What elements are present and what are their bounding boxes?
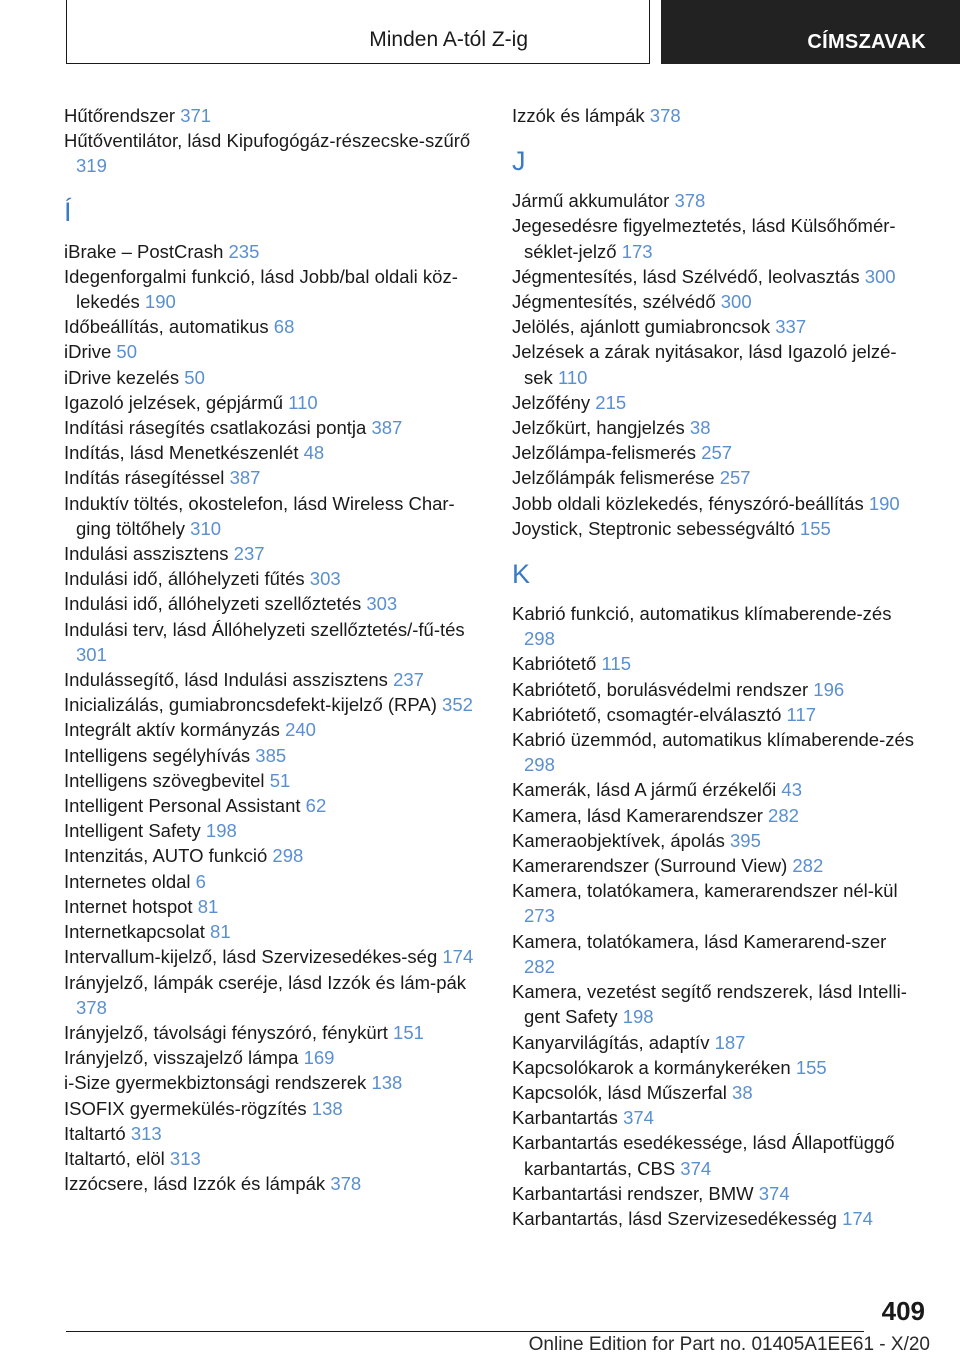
index-entry-page-link[interactable]: 282: [768, 804, 799, 826]
index-entry-term: Jelzőlámpa-felismerés: [512, 442, 697, 464]
index-entry: [512, 702, 922, 727]
index-entry-page-link[interactable]: 371: [180, 105, 212, 126]
index-entry-page-link[interactable]: 374: [623, 1107, 654, 1129]
index-entry-term: Intenzitás, AUTO funkció: [64, 845, 268, 867]
index-entry-page-link[interactable]: 235: [228, 240, 260, 262]
index-entry-term: Italtartó, elöl: [64, 1147, 165, 1169]
index-entry: [64, 617, 484, 667]
index-entry: [64, 491, 484, 541]
index-entry-term: Jelzőfény: [512, 391, 591, 413]
index-entry: [64, 128, 484, 178]
index-entry-page-link[interactable]: 190: [868, 492, 900, 514]
index-entry-page-link[interactable]: 190: [144, 291, 176, 313]
index-entry-term: Karbantartási rendszer, BMW: [512, 1182, 754, 1204]
index-entry-term: Jármű akkumulátor: [512, 190, 670, 212]
index-entry: [512, 103, 922, 128]
index-entry: [512, 415, 922, 440]
index-entry-term: Kamera, tolatókamera, lásd Kamerarend-szer: [512, 930, 887, 952]
index-entry-page-link[interactable]: 313: [130, 1122, 162, 1144]
index-entry: [64, 818, 484, 843]
index-entry-term: Jelzőlámpák felismerése: [512, 467, 715, 489]
index-entry: [64, 894, 484, 919]
index-entry-page-link[interactable]: 301: [76, 643, 107, 665]
index-entry-term: Hűtőventilátor, lásd Kipufogógáz-részecske-szűrő: [64, 130, 471, 152]
index-entry: [64, 793, 484, 818]
header-bottom-border: [66, 63, 650, 64]
index-entry-term: iDrive kezelés: [64, 366, 180, 388]
index-entry-page-link[interactable]: 257: [719, 467, 751, 489]
index-entry: [64, 1020, 484, 1045]
index-entry-term: i-Size gyermekbiztonsági rendszerek: [64, 1072, 367, 1094]
index-entry: [64, 869, 484, 894]
index-entry-term: Intelligens segélyhívás: [64, 744, 251, 766]
index-entry-term: Indítás, lásd Menetkészenlét: [64, 442, 299, 464]
index-entry: [512, 1206, 922, 1231]
index-entry-term: Jelölés, ajánlott gumiabroncsok: [512, 316, 771, 338]
index-entry-page-link[interactable]: 174: [442, 946, 474, 968]
index-entry: [512, 390, 922, 415]
index-entry-term: iBrake – PostCrash: [64, 240, 224, 262]
index-entry-term: Jelzőkürt, hangjelzés: [512, 417, 685, 439]
index-entry: [512, 651, 922, 676]
index-entry-page-link[interactable]: 151: [393, 1021, 424, 1043]
index-entry-page-link[interactable]: 378: [76, 996, 107, 1018]
index-entry: [64, 1121, 484, 1146]
index-entry-page-link[interactable]: 352: [442, 694, 473, 716]
index-entry: [64, 692, 484, 717]
index-entry: [64, 314, 484, 339]
index-entry: [64, 944, 484, 969]
index-entry-page-link[interactable]: 155: [799, 517, 831, 539]
index-entry: [512, 264, 922, 289]
index-entry: [64, 365, 484, 390]
index-entry-term: Intelligens szövegbevitel: [64, 769, 265, 791]
index-entry-term: Joystick, Steptronic sebességváltó: [512, 517, 795, 539]
header-divider: [649, 0, 650, 64]
index-entry-page-link[interactable]: 387: [229, 467, 261, 489]
index-entry-page-link[interactable]: 198: [205, 820, 237, 842]
header-tab-label: CÍMSZAVAK: [807, 30, 926, 53]
index-entry-term: Kabrió üzemmód, automatikus klímaberende-zés: [512, 729, 915, 751]
index-entry-term: Kanyarvilágítás, adaptív: [512, 1031, 710, 1053]
index-entry: [512, 314, 922, 339]
index-entry-page-link[interactable]: 319: [76, 155, 107, 177]
index-entry-page-link[interactable]: 174: [842, 1207, 873, 1229]
index-entry: [512, 803, 922, 828]
index-entry-page-link[interactable]: 51: [269, 769, 291, 791]
index-entry-page-link[interactable]: 110: [557, 366, 588, 388]
index-entry-page-link[interactable]: 298: [524, 628, 555, 650]
index-entry-page-link[interactable]: 81: [197, 895, 219, 917]
index-entry-term: Kamera, vezetést segítő rendszerek, lásd Intelli-gent Safety: [512, 981, 907, 1028]
footer-rule: [66, 1331, 864, 1332]
index-entry-page-link[interactable]: 215: [595, 391, 627, 413]
index-entry: [512, 828, 922, 853]
index-entry-page-link[interactable]: 196: [813, 678, 845, 700]
header-tab-keywords: [661, 0, 960, 64]
index-entry-page-link[interactable]: 6: [195, 870, 206, 892]
index-entry: [64, 743, 484, 768]
index-entry: [512, 727, 922, 777]
index-entry-page-link[interactable]: 173: [621, 240, 653, 262]
index-entry-term: Inicializálás, gumiabroncsdefekt-kijelző (RPA): [64, 694, 437, 716]
index-entry-page-link[interactable]: 257: [701, 442, 733, 464]
index-entry-page-link[interactable]: 303: [309, 568, 341, 590]
index-entry-page-link[interactable]: 378: [649, 105, 681, 126]
index-entry-page-link[interactable]: 48: [303, 442, 325, 464]
index-entry-term: Karbantartás esedékessége, lásd Állapotfüggő karbantartás, CBS: [512, 1132, 895, 1179]
index-entry: [64, 843, 484, 868]
index-entry-page-link[interactable]: 50: [116, 341, 137, 363]
index-entry: [64, 239, 484, 264]
index-entry: [64, 667, 484, 692]
index-column-left: [64, 103, 484, 1196]
index-entry: [512, 289, 922, 314]
index-entry: [64, 1171, 484, 1196]
index-entry-page-link[interactable]: 50: [184, 366, 205, 388]
index-entry-term: Intelligent Personal Assistant: [64, 795, 301, 817]
header-section-title: Minden A-tól Z-ig: [369, 28, 528, 51]
index-entry: [512, 440, 922, 465]
index-entry-term: Integrált aktív kormányzás: [64, 719, 280, 741]
index-entry-page-link[interactable]: 378: [330, 1173, 362, 1195]
index-entry: [64, 768, 484, 793]
index-entry-term: Izzók és lámpák: [512, 105, 645, 126]
index-entry: [512, 1080, 922, 1105]
index-entry-page-link[interactable]: 115: [601, 653, 631, 675]
index-entry: [512, 188, 922, 213]
index-entry-page-link[interactable]: 395: [730, 829, 761, 851]
footer-edition: Online Edition for Part no. 01405A1EE61 - X/20: [528, 1334, 930, 1355]
index-entry-page-link[interactable]: 138: [371, 1072, 403, 1094]
index-entry: [512, 1055, 922, 1080]
index-entry-term: Kapcsolókarok a kormánykeréken: [512, 1056, 791, 1078]
index-entry-term: Kamera, lásd Kamerarendszer: [512, 804, 763, 826]
index-entry-term: Indulási idő, állóhelyzeti fűtés: [64, 568, 305, 590]
index-entry: [64, 415, 484, 440]
index-entry: [64, 440, 484, 465]
index-entry: [64, 591, 484, 616]
index-entry-term: Hűtőrendszer: [64, 105, 176, 126]
index-entry-term: Italtartó: [64, 1122, 126, 1144]
index-entry-page-link[interactable]: 374: [758, 1182, 790, 1204]
index-entry-term: Kabriótető, borulásvédelmi rendszer: [512, 678, 809, 700]
index-entry-term: Internetes oldal: [64, 870, 191, 892]
index-entry-term: iDrive: [64, 341, 112, 363]
index-entry-term: Indítási rásegítés csatlakozási pontja: [64, 417, 367, 439]
index-entry-page-link[interactable]: 138: [311, 1097, 343, 1119]
index-entry-page-link[interactable]: 187: [714, 1031, 746, 1053]
index-entry-page-link[interactable]: 117: [786, 703, 817, 725]
index-entry: [512, 1105, 922, 1130]
index-entry-term: Kabrió funkció, automatikus klímaberende-zés: [512, 603, 892, 625]
index-entry-term: Kabriótető: [512, 653, 597, 675]
index-entry-term: Indulássegítő, lásd Indulási asszisztens: [64, 669, 388, 691]
index-entry: [64, 717, 484, 742]
index-entry-page-link[interactable]: 282: [524, 955, 555, 977]
index-entry-term: Indulási idő, állóhelyzeti szellőztetés: [64, 593, 362, 615]
index-entry-term: Internet hotspot: [64, 895, 193, 917]
index-entry-page-link[interactable]: 282: [792, 855, 824, 877]
index-entry: [512, 339, 922, 389]
index-entry: [64, 566, 484, 591]
header-left-border: [66, 0, 67, 64]
index-entry-page-link[interactable]: 310: [190, 517, 222, 539]
index-entry: [512, 601, 922, 651]
index-entry-term: Irányjelző, távolsági fényszóró, fénykürt: [64, 1021, 388, 1043]
index-entry-term: Kamerák, lásd A jármű érzékelői: [512, 779, 777, 801]
index-entry: [512, 491, 922, 516]
index-entry-term: Intervallum-kijelző, lásd Szervizesedékes-ség: [64, 946, 438, 968]
index-entry: [64, 970, 484, 1020]
index-entry: [512, 516, 922, 541]
index-entry-term: Izzócsere, lásd Izzók és lámpák: [64, 1173, 326, 1195]
index-entry: [512, 1030, 922, 1055]
index-entry: [64, 264, 484, 314]
index-entry-term: Kamerarendszer (Surround View): [512, 855, 788, 877]
index-entry: [64, 465, 484, 490]
index-entry-page-link[interactable]: 38: [689, 417, 711, 439]
index-entry: [64, 103, 484, 128]
index-entry-term: Időbeállítás, automatikus: [64, 316, 269, 338]
index-entry-term: Induktív töltés, okostelefon, lásd Wireless Char-ging töltőhely: [64, 492, 455, 539]
index-entry: [64, 390, 484, 415]
index-entry-term: Igazoló jelzések, gépjármű: [64, 391, 284, 413]
index-column-right: [512, 103, 922, 1231]
index-entry-term: Indítás rásegítéssel: [64, 467, 225, 489]
index-entry-page-link[interactable]: 313: [169, 1147, 201, 1169]
index-entry-page-link[interactable]: 298: [272, 845, 304, 867]
index-entry: [512, 465, 922, 490]
index-entry-page-link[interactable]: 198: [622, 1006, 654, 1028]
index-entry-page-link[interactable]: 237: [393, 669, 424, 691]
page-number: 409: [881, 1296, 925, 1326]
index-entry-page-link[interactable]: 337: [775, 316, 807, 338]
index-entry-page-link[interactable]: 110: [288, 391, 318, 413]
index-entry: [64, 1045, 484, 1070]
index-entry-page-link[interactable]: 298: [524, 754, 555, 776]
index-entry-term: Karbantartás: [512, 1107, 618, 1129]
index-entry-term: Kameraobjektívek, ápolás: [512, 829, 725, 851]
index-entry-term: Jégmentesítés, lásd Szélvédő, leolvasztás: [512, 265, 860, 287]
index-entry: [512, 878, 922, 928]
index-entry-page-link[interactable]: 68: [273, 316, 295, 338]
index-entry: [64, 1070, 484, 1095]
index-entry-page-link[interactable]: 155: [795, 1056, 827, 1078]
index-entry-term: Jégmentesítés, szélvédő: [512, 291, 716, 313]
index-entry: [64, 339, 484, 364]
index-entry-term: Kapcsolók, lásd Műszerfal: [512, 1081, 727, 1103]
index-entry-term: Kamera, tolatókamera, kamerarendszer nél-kül: [512, 880, 898, 902]
index-entry-page-link[interactable]: 300: [864, 265, 896, 287]
index-entry-page-link[interactable]: 374: [680, 1157, 712, 1179]
index-letter-heading: K: [512, 559, 531, 590]
index-entry-term: Irányjelző, visszajelző lámpa: [64, 1047, 299, 1069]
index-entry-term: Irányjelző, lámpák cseréje, lásd Izzók és lám-pák: [64, 971, 467, 993]
index-entry-term: Kabriótető, csomagtér-elválasztó: [512, 703, 782, 725]
index-entry-page-link[interactable]: 38: [732, 1081, 753, 1103]
index-entry-term: Indulási asszisztens: [64, 543, 229, 565]
index-entry: [64, 1096, 484, 1121]
index-entry: [512, 979, 922, 1029]
index-entry-page-link[interactable]: 240: [285, 719, 316, 741]
index-letter-heading: Í: [64, 196, 72, 227]
index-entry: [512, 777, 922, 802]
index-entry-term: Jegesedésre figyelmeztetés, lásd Külsőhőmér-séklet-jelző: [512, 215, 896, 262]
index-entry: [512, 1130, 922, 1180]
index-entry-term: Indulási terv, lásd Állóhelyzeti szellőztetés/-fű-tés: [64, 618, 465, 640]
index-entry-page-link[interactable]: 81: [210, 921, 231, 943]
index-entry: [512, 213, 922, 263]
index-entry-page-link[interactable]: 378: [674, 190, 706, 212]
index-entry-term: Idegenforgalmi funkció, lásd Jobb/bal oldali köz-lekedés: [64, 265, 458, 313]
index-entry-page-link[interactable]: 273: [524, 905, 555, 927]
index-entry-page-link[interactable]: 237: [233, 543, 265, 565]
index-entry-page-link[interactable]: 62: [305, 795, 327, 817]
index-entry: [512, 1181, 922, 1206]
index-entry-page-link[interactable]: 43: [781, 779, 802, 801]
index-entry-page-link[interactable]: 300: [720, 291, 752, 313]
index-entry-term: Intelligent Safety: [64, 820, 201, 842]
index-letter-heading: J: [512, 146, 526, 177]
index-entry: [512, 929, 922, 979]
index-entry-term: Karbantartás, lásd Szervizesedékesség: [512, 1207, 837, 1229]
index-entry: [512, 677, 922, 702]
index-entry-page-link[interactable]: 303: [366, 593, 398, 615]
index-entry-term: Internetkapcsolat: [64, 921, 205, 943]
index-entry-term: Jelzések a zárak nyitásakor, lásd Igazoló jelzé-sek: [512, 341, 897, 388]
index-entry: [64, 919, 484, 944]
index-entry-term: ISOFIX gyermekülés-rögzítés: [64, 1097, 307, 1119]
index-entry-term: Jobb oldali közlekedés, fényszóró-beállítás: [512, 492, 864, 514]
index-entry: [64, 541, 484, 566]
index-entry-page-link[interactable]: 387: [371, 417, 403, 439]
index-entry-page-link[interactable]: 169: [303, 1047, 335, 1069]
index-entry: [512, 853, 922, 878]
index-entry: [64, 1146, 484, 1171]
index-entry-page-link[interactable]: 385: [255, 744, 287, 766]
